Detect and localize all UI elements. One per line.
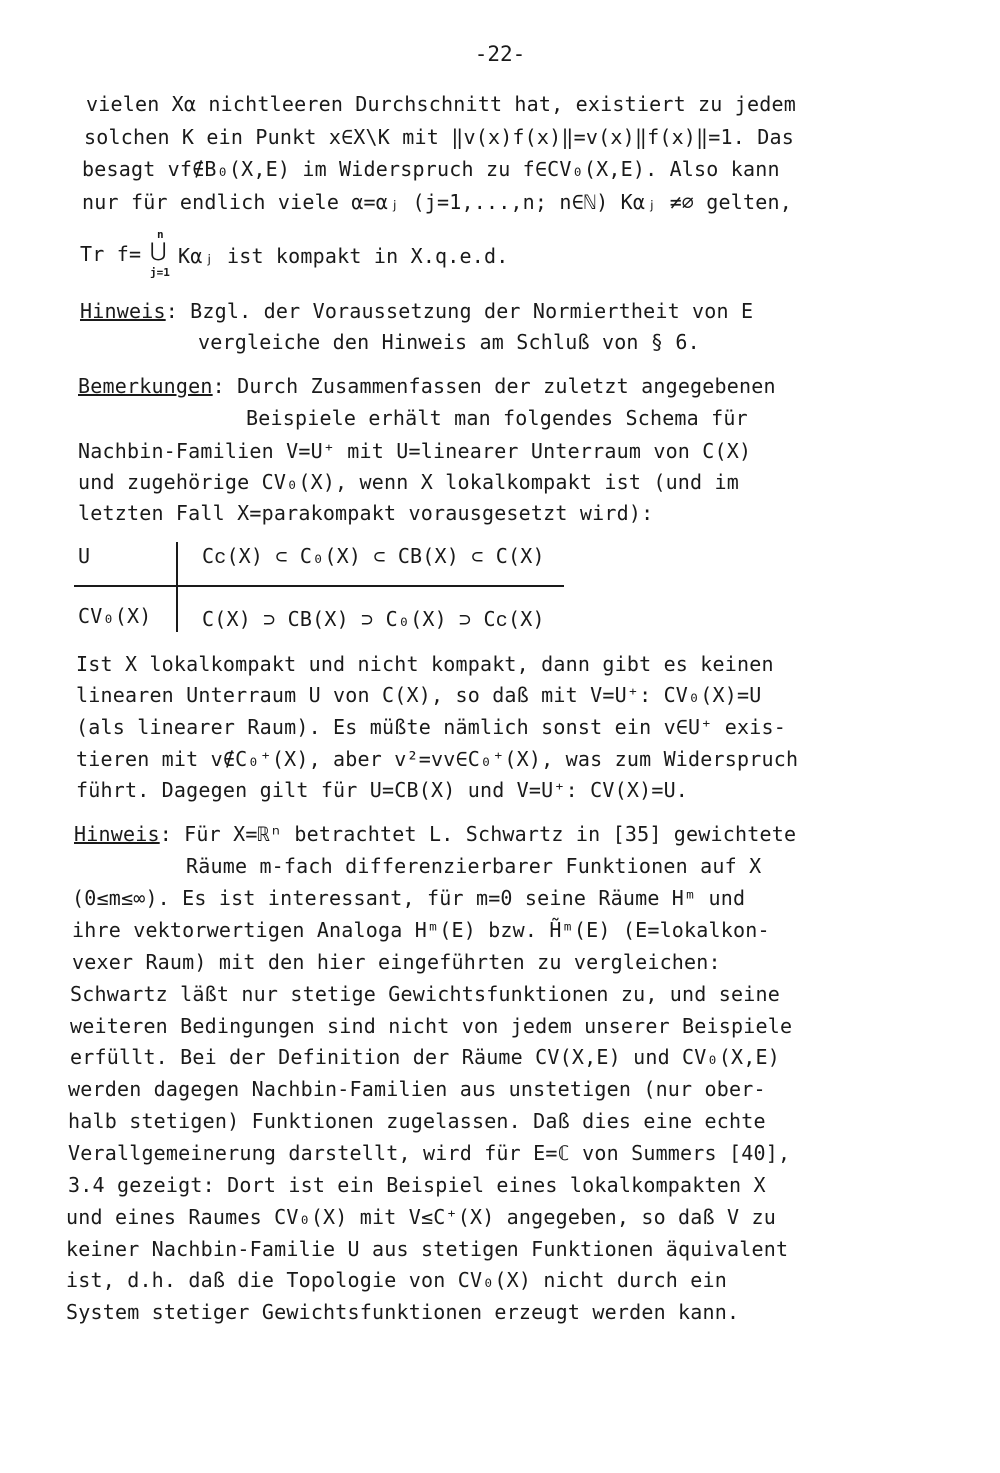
hinweis-label: Hinweis	[80, 299, 166, 323]
text-line: letzten Fall X=parakompakt vorausgesetzt wird):	[78, 501, 654, 525]
table-vertical-rule	[176, 542, 178, 632]
text-line: halb stetigen) Funktionen zugelassen. Daß dies eine echte	[68, 1109, 766, 1133]
text-line: ihre vektorwertigen Analoga Hᵐ(E) bzw. H̃ᵐ(E) (E=lokalkon-	[72, 918, 770, 942]
page-number: -22-	[474, 42, 526, 66]
text-line: vergleiche den Hinweis am Schluß von § 6.	[198, 330, 700, 354]
text-line: nur für endlich viele α=αⱼ (j=1,...,n; n∈ℕ) Kαⱼ ≠∅ gelten,	[82, 190, 792, 214]
hinweis-text: : Für X=ℝⁿ betrachtet L. Schwartz in [35] gewichtete	[159, 822, 797, 846]
text-line: Nachbin-Familien V=U⁺ mit U=linearer Unterraum von C(X)	[78, 439, 752, 463]
tr-prefix: Tr f=	[80, 242, 142, 266]
union-upper-limit: n	[157, 228, 164, 241]
text-line: tieren mit v∉C₀⁺(X), aber v²=vv∈C₀⁺(X), was zum Widerspruch	[76, 747, 799, 771]
hinweis-text: : Bzgl. der Voraussetzung der Normiertheit von E	[165, 299, 754, 323]
text-line: und zugehörige CV₀(X), wenn X lokalkompakt ist (und im	[78, 470, 740, 494]
text-line: weiteren Bedingungen sind nicht von jedem unserer Beispiele	[70, 1014, 793, 1038]
table-horizontal-rule	[74, 585, 564, 587]
text-line: vexer Raum) mit den hier eingeführten zu vergleichen:	[72, 950, 721, 974]
text-line: ist, d.h. daß die Topologie von CV₀(X) nicht durch ein	[66, 1268, 728, 1292]
bemerkungen-block	[78, 374, 776, 398]
text-line: werden dagegen Nachbin-Familien aus unstetigen (nur ober-	[68, 1077, 766, 1101]
union-symbol: ⋃	[150, 238, 167, 262]
text-line: besagt vf∉B₀(X,E) im Widerspruch zu f∈CV₀(X,E). Also kann	[82, 157, 780, 181]
bemerkungen-text: : Durch Zusammenfassen der zuletzt angegebenen	[212, 374, 776, 398]
text-line: Ist X lokalkompakt und nicht kompakt, dann gibt es keinen	[76, 652, 774, 676]
text-line: Beispiele erhält man folgendes Schema für	[246, 406, 748, 430]
text-line: und eines Raumes CV₀(X) mit V≤C⁺(X) angegeben, so daß V zu	[66, 1205, 776, 1229]
text-line: Räume m-fach differenzierbarer Funktionen auf X	[186, 854, 762, 878]
text-line: System stetiger Gewichtsfunktionen erzeugt werden kann.	[66, 1300, 740, 1324]
hinweis-block	[74, 822, 796, 846]
text-line: keiner Nachbin-Familie U aus stetigen Funktionen äquivalent	[66, 1237, 789, 1261]
table-row-label: CV₀(X)	[78, 604, 152, 628]
text-line: erfüllt. Bei der Definition der Räume CV(X,E) und CV₀(X,E)	[70, 1045, 780, 1069]
hinweis-label: Hinweis	[74, 822, 160, 846]
text-line: Schwartz läßt nur stetige Gewichtsfunktionen zu, und seine	[70, 982, 780, 1006]
tr-suffix: Kαⱼ ist kompakt in X.q.e.d.	[178, 244, 509, 268]
text-line: Verallgemeinerung darstellt, wird für E=ℂ von Summers [40],	[68, 1141, 791, 1165]
text-line: (0≤m≤∞). Es ist interessant, für m=0 seine Räume Hᵐ und	[72, 886, 746, 910]
table-row-value: C(X) ⊃ CB(X) ⊃ C₀(X) ⊃ Cᴄ(X)	[202, 607, 545, 631]
text-line: vielen Xα nichtleeren Durchschnitt hat, existiert zu jedem	[86, 92, 796, 116]
table-row-label: U	[78, 544, 91, 568]
text-line: (als linearer Raum). Es müßte nämlich sonst ein v∈U⁺ exis-	[76, 715, 786, 739]
text-line: führt. Dagegen gilt für U=CB(X) und V=U⁺: CV(X)=U.	[76, 778, 689, 802]
text-line: 3.4 gezeigt: Dort ist ein Beispiel eines lokalkompakten X	[68, 1173, 766, 1197]
table-row-value: Cᴄ(X) ⊂ C₀(X) ⊂ CB(X) ⊂ C(X)	[202, 544, 545, 568]
hinweis-block	[80, 299, 753, 323]
text-line: linearen Unterraum U von C(X), so daß mit V=U⁺: CV₀(X)=U	[76, 683, 762, 707]
bemerkungen-label: Bemerkungen	[78, 374, 213, 398]
text-line: solchen K ein Punkt x∈X\K mit ‖v(x)f(x)‖=v(x)‖f(x)‖=1. Das	[84, 125, 794, 149]
union-lower-limit: j=1	[150, 266, 170, 279]
